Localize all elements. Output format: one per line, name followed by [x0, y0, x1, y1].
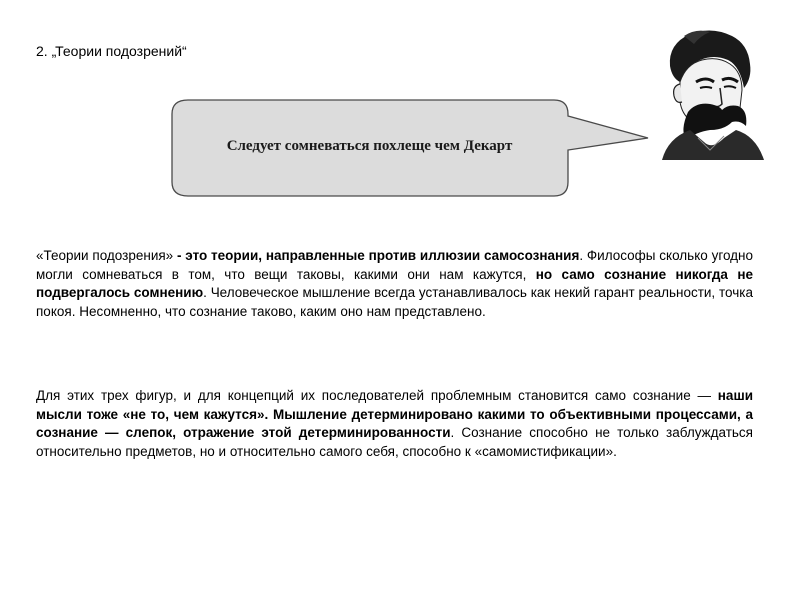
paragraph-1-seg-4: . Философы сколько угодно могли сомневаться в том, что вещи таковы, какими они нам кажутся,: [36, 248, 753, 282]
slide-title: 2. „Теории подозрений“: [36, 43, 187, 59]
paragraph-1-seg-5: но само сознание никогда не подвергалось сомнению: [36, 266, 753, 300]
paragraph-1-seg-2: - это теории, направленные против иллюзии: [173, 248, 484, 263]
paragraph-2-seg-3: . Сознание способно не только заблуждаться относительно предметов, но и относительно самого себя, способно к «самомистификации».: [36, 425, 753, 459]
paragraph-2: [36, 387, 753, 461]
paragraph-1-seg-6: . Человеческое мышление всегда устанавливалось как некий гарант реальности, точка покоя. Несомненно, что сознание таково, каким оно нам представлено.: [36, 285, 753, 319]
paragraph-1-seg-1: «Теории подозрения»: [36, 248, 174, 263]
speech-bubble-text: Следует сомневаться похлеще чем Декарт: [226, 138, 513, 154]
paragraph-2-seg-1: Для этих трех фигур, и для концепций их последователей проблемным становится само сознание —: [36, 388, 718, 403]
paragraph-2-seg-2: наши мысли тоже «не то, чем кажутся». Мышление детерминировано какими то объективными процессами, а сознание — слепок, отражение этой детерминированности: [36, 388, 753, 440]
paragraph-1: [36, 247, 753, 321]
philosopher-portrait-icon: [640, 26, 766, 160]
paragraph-1-seg-3: самосознания: [484, 248, 580, 263]
